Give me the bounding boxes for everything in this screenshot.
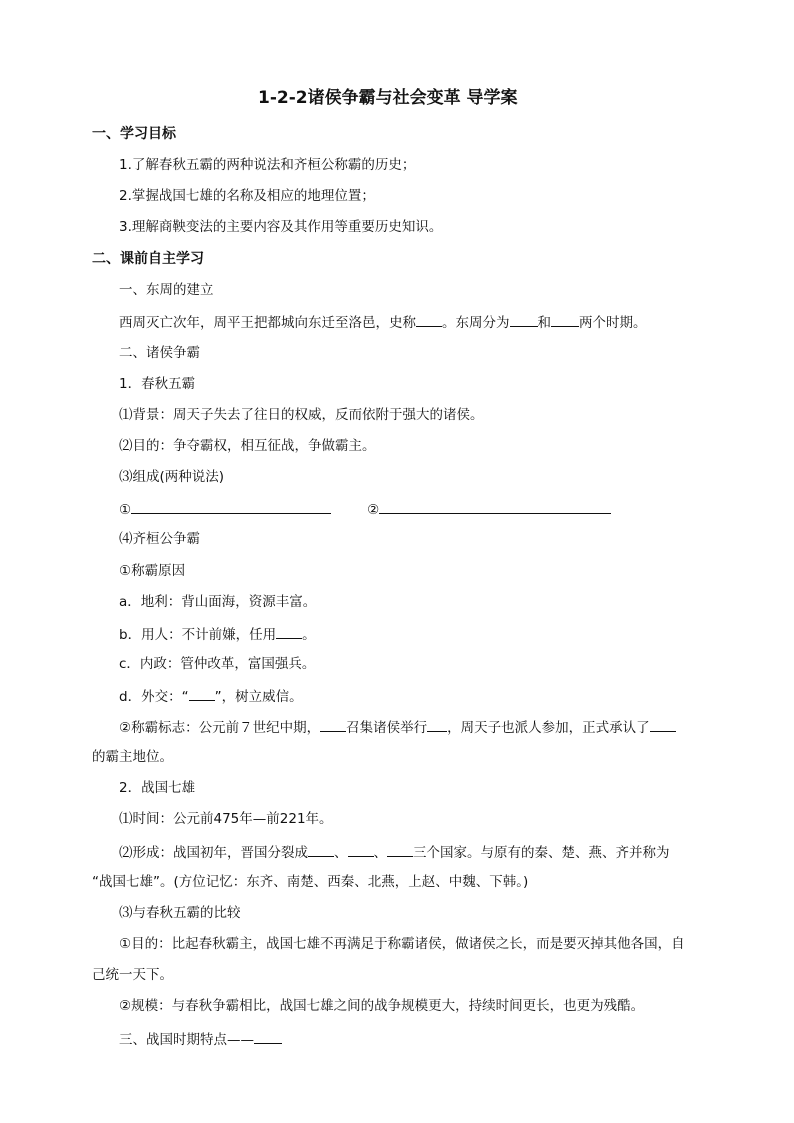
page-title: 1-2-2诸侯争霸与社会变革 导学案 <box>258 88 518 108</box>
text-segment: ⑵形成：战国初年，晋国分裂成 <box>119 845 308 861</box>
text-segment: ，周天子也派人参加，正式承认了 <box>447 720 650 736</box>
subheading-hegemony: 二、诸侯争霸 <box>119 345 200 361</box>
text-segment: 、 <box>334 845 348 861</box>
objective-item: 2.掌握战国七雄的名称及相应的地理位置； <box>119 188 375 204</box>
text-segment: 三个国家。与原有的秦、楚、燕、齐并称为 <box>413 845 670 861</box>
text-composition: ⑶组成(两种说法) <box>119 469 225 485</box>
text-scale: ②规模：与春秋争霸相比，战国七雄之间的战争规模更大，持续时间更长，也更为残酷。 <box>119 998 645 1014</box>
fill-blank[interactable] <box>189 686 215 701</box>
text-hegemony-sign-cont: 的霸主地位。 <box>92 749 173 765</box>
text-segment: 三、战国时期特点—— <box>119 1032 254 1048</box>
text-segment: 两个时期。 <box>579 315 647 331</box>
option-marker: ① <box>119 502 132 518</box>
text-formation-cont: “战国七雄”。(方位记忆：东齐、南楚、西秦、北燕，上赵、中魏、下韩。) <box>92 874 529 890</box>
subheading-five-hegemons: 1．春秋五霸 <box>119 376 196 392</box>
fill-blank[interactable] <box>348 842 374 857</box>
text-segment: 和 <box>537 315 551 331</box>
fill-blank[interactable] <box>551 312 579 327</box>
section-heading-objectives: 一、学习目标 <box>92 126 176 142</box>
subheading-eastern-zhou: 一、东周的建立 <box>119 282 214 298</box>
text-segment: d．外交：“ <box>119 689 189 705</box>
text-segment: ②称霸标志：公元前７世纪中期， <box>119 720 321 736</box>
subheading-comparison: ⑶与春秋五霸的比较 <box>119 905 241 921</box>
objective-item: 3.理解商鞅变法的主要内容及其作用等重要历史知识。 <box>119 219 443 235</box>
option-marker: ② <box>367 502 380 518</box>
text-time: ⑴时间：公元前475年—前221年。 <box>119 811 333 827</box>
text-segment: 。东周分为 <box>442 315 510 331</box>
text-formation <box>119 842 670 860</box>
text-segment: ”，树立威信。 <box>214 689 303 705</box>
fill-blank[interactable] <box>387 842 413 857</box>
paragraph-eastern-zhou <box>119 312 647 330</box>
text-segment: 西周灭亡次年，周平王把都城向东迁至洛邑，史称 <box>119 315 416 331</box>
text-segment: 。 <box>302 627 316 643</box>
fill-blank[interactable] <box>131 499 331 514</box>
composition-answer-lines <box>119 499 611 517</box>
fill-blank[interactable] <box>510 312 538 327</box>
fill-blank[interactable] <box>320 717 346 732</box>
text-internal-affairs: c．内政：管仲改革，富国强兵。 <box>119 656 316 672</box>
fill-blank[interactable] <box>276 624 302 639</box>
text-background: ⑴背景：周天子失去了往日的权威，反而依附于强大的诸侯。 <box>119 407 484 423</box>
subheading-duke-huan: ⑷齐桓公争霸 <box>119 531 200 547</box>
text-hegemony-sign <box>119 717 676 735</box>
fill-blank[interactable] <box>650 717 676 732</box>
subheading-warring-states-features <box>119 1029 282 1047</box>
text-goal-cont: 己统一天下。 <box>92 967 173 983</box>
text-segment: 、 <box>373 845 387 861</box>
text-segment: b．用人：不计前嫌，任用 <box>119 627 277 643</box>
text-employment <box>119 624 316 642</box>
fill-blank[interactable] <box>427 717 447 732</box>
text-purpose: ⑵目的：争夺霸权，相互征战，争做霸主。 <box>119 438 376 454</box>
fill-blank[interactable] <box>379 499 611 514</box>
fill-blank[interactable] <box>416 312 442 327</box>
fill-blank[interactable] <box>308 842 334 857</box>
fill-blank[interactable] <box>254 1029 282 1044</box>
text-segment: 召集诸侯举行 <box>346 720 428 736</box>
text-goal: ①目的：比起春秋霸主，战国七雄不再满足于称霸诸侯，做诸侯之长，而是要灭掉其他各国，自 <box>119 936 685 952</box>
subheading-seven-states: 2．战国七雄 <box>119 780 196 796</box>
text-geography: a．地利：背山面海，资源丰富。 <box>119 594 317 610</box>
text-diplomacy <box>119 686 303 704</box>
section-heading-self-study: 二、课前自主学习 <box>92 251 204 267</box>
text-reason: ①称霸原因 <box>119 563 186 579</box>
objective-item: 1.了解春秋五霸的两种说法和齐桓公称霸的历史； <box>119 157 416 173</box>
